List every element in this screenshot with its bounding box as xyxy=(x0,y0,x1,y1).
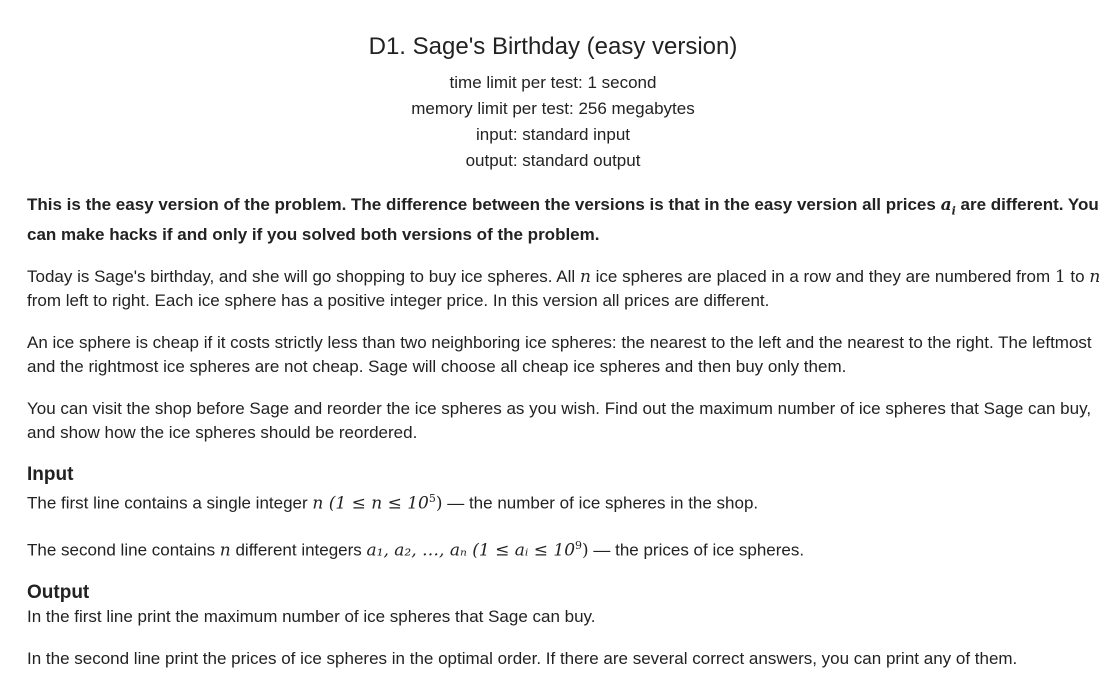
output-line-2: In the second line print the prices of ice spheres in the optimal order. If there are several correct answers, you can print any of them. xyxy=(27,648,1018,668)
memory-limit: memory limit per test: 256 megabytes xyxy=(411,99,695,118)
problem-title: D1. Sage's Birthday (easy version) xyxy=(368,33,738,60)
input-l2-text-c: — the prices of ice spheres. xyxy=(588,540,805,560)
input-l2-math: a₁, a₂, …, aₙ (1 ≤ aᵢ ≤ 10 xyxy=(366,540,576,561)
stmt-text-c: to xyxy=(1065,267,1090,287)
problem-header xyxy=(0,0,1106,174)
problem-statement xyxy=(27,193,1102,689)
input-line-2 xyxy=(27,534,1102,563)
output-line-1: In the first line print the maximum number of ice spheres that Sage can buy. xyxy=(27,606,596,626)
stmt-text-a: Today is Sage's birthday, and she will go shopping to buy ice spheres. All xyxy=(27,267,580,287)
output-file: output: standard output xyxy=(465,151,641,170)
time-limit: time limit per test: 1 second xyxy=(449,73,657,92)
stmt-text-d: from left to right. Each ice sphere has a positive integer price. In this version all prices are different. xyxy=(27,291,770,311)
input-l2-var-n: n xyxy=(219,540,231,561)
legend-var-a: a xyxy=(940,195,952,215)
legend-text-a: This is the easy version of the problem. The difference between the versions is that in the easy version all prices xyxy=(27,195,941,214)
input-l2-text-a: The second line contains xyxy=(27,540,220,560)
input-l1-math: n (1 ≤ n ≤ 10 xyxy=(312,494,429,515)
input-l2-sup: 9 xyxy=(575,539,583,553)
input-file: input: standard input xyxy=(475,125,631,144)
statement-paragraph-1 xyxy=(27,265,1102,313)
input-l2-close: ) xyxy=(582,540,589,561)
input-l1-text-b: — the number of ice spheres in the shop. xyxy=(442,494,759,514)
statement-paragraph-3: You can visit the shop before Sage and reorder the ice spheres as you wish. Find out the maximum number of ice spheres that Sage can buy, and show how the ice spheres should be reordered. xyxy=(27,399,1092,443)
input-l1-text-a: The first line contains a single integer xyxy=(27,494,313,514)
stmt-num-one: 1 xyxy=(1054,267,1066,288)
input-section-title: Input xyxy=(27,464,74,486)
statement-paragraph-2: An ice sphere is cheap if it costs strictly less than two neighboring ice spheres: the nearest to the left and the nearest to the right. The leftmost and the rightmost ice spheres are not cheap. Sage will choose all cheap ice spheres and then buy only them. xyxy=(27,333,1092,377)
input-l1-sup: 5 xyxy=(428,492,436,506)
stmt-var-n2: n xyxy=(1089,267,1101,288)
legend-var-sub: i xyxy=(951,204,956,218)
input-l1-close: ) xyxy=(435,494,443,515)
legend-text-b: are different. You can make hacks if and only if you solved both versions of the problem. xyxy=(27,195,1099,245)
input-line-1 xyxy=(27,487,1102,516)
input-l2-text-b: different integers xyxy=(230,540,367,560)
stmt-text-b: ice spheres are placed in a row and they are numbered from xyxy=(590,267,1055,287)
legend-paragraph xyxy=(27,193,1102,247)
output-section-title: Output xyxy=(27,581,90,603)
stmt-var-n: n xyxy=(579,267,591,288)
